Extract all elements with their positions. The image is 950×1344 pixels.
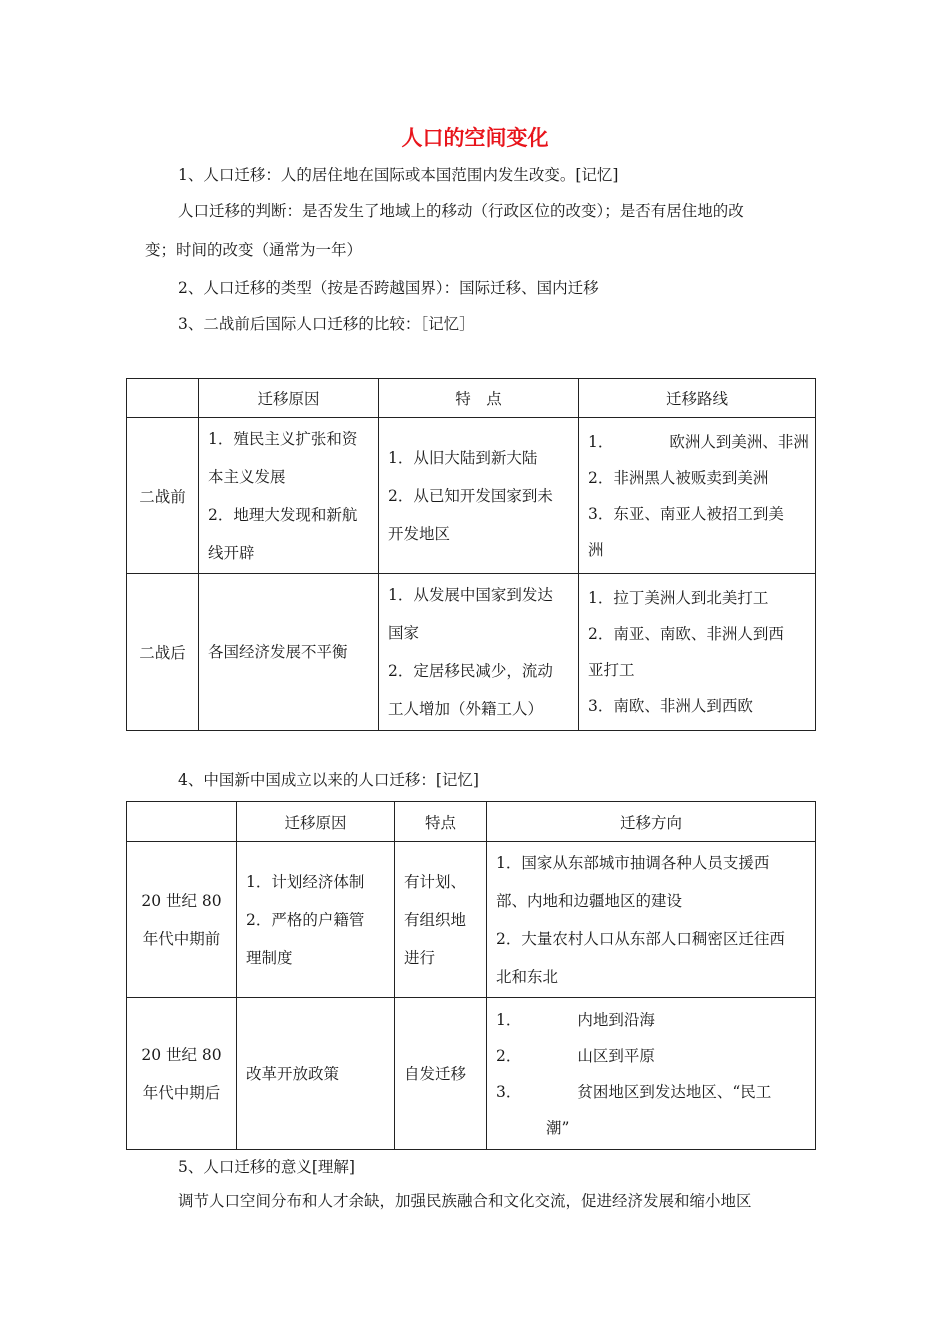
cell-line: 工人增加（外籍工人） [388, 700, 544, 718]
item-number: 1． [588, 432, 614, 451]
table-header-cell [127, 379, 199, 418]
cell-reason [199, 418, 379, 574]
cell-line: 3．东亚、南亚人被招工到美 [588, 504, 784, 523]
section-4-heading: 4、中国新中国成立以来的人口迁移：[记忆] [178, 771, 479, 789]
cell-reason [199, 574, 379, 731]
section-3-heading: 3、二战前后国际人口迁移的比较：［记忆］ [178, 315, 475, 333]
table-header-cell: 特 点 [379, 379, 579, 418]
item-text: 欧洲人到美洲、非洲 [669, 432, 809, 451]
cell-line: 1．拉丁美洲人到北美打工 [588, 589, 769, 607]
item-text: 内地到沿海 [577, 1010, 655, 1029]
table-header-cell: 迁移方向 [487, 802, 816, 842]
cell-line: 年代中期后 [142, 1083, 221, 1102]
cell-line: 开发地区 [388, 524, 451, 543]
cell-line [588, 424, 809, 460]
cell-line: 理制度 [246, 948, 293, 967]
cell-line: 2．南亚、南欧、非洲人到西 [588, 625, 784, 643]
cell-line: 3．南欧、非洲人到西欧 [588, 697, 753, 715]
table-header-cell: 迁移原因 [237, 802, 395, 842]
international-migration-table [126, 378, 816, 731]
table-header-cell: 特点 [395, 802, 487, 842]
cell-reason [237, 998, 395, 1150]
cell-line: 部、内地和边疆地区的建设 [496, 891, 683, 910]
cell-direction [487, 842, 816, 998]
cell-line [496, 1038, 806, 1074]
cell-line: 各国经济发展不平衡 [208, 643, 348, 661]
cell-line: 有组织地 [404, 910, 467, 929]
table-header-row [127, 379, 816, 418]
row-label: 二战前 [127, 418, 199, 574]
section-1-definition: 1、人口迁移：人的居住地在国际或本国范围内发生改变。[记忆] [178, 166, 619, 184]
cell-line: 20 世纪 80 [141, 891, 222, 910]
cell-reason [237, 842, 395, 998]
row-label [127, 842, 237, 998]
cell-line: 线开辟 [208, 543, 255, 562]
item-text: 潮” [546, 1118, 570, 1137]
table-row [127, 842, 816, 998]
table-row [127, 574, 816, 731]
cell-line: 2．地理大发现和新航 [208, 505, 358, 524]
cell-feature [379, 574, 579, 731]
cell-line: 1．计划经济体制 [246, 872, 365, 891]
table-row [127, 998, 816, 1150]
item-number: 3． [496, 1082, 522, 1101]
cell-line: 亚打工 [588, 661, 635, 679]
cell-line: 2．定居移民减少，流动 [388, 662, 553, 680]
cell-line: 20 世纪 80 [141, 1045, 222, 1064]
cell-direction [487, 998, 816, 1150]
section-1-judgement-line1: 人口迁移的判断：是否发生了地域上的移动（行政区位的改变）；是否有居住地的改 [178, 202, 744, 220]
cell-line: 北和东北 [496, 967, 559, 986]
cell-line: 2．大量农村人口从东部人口稠密区迁往西 [496, 929, 785, 948]
cell-feature [395, 842, 487, 998]
cell-line: 洲 [588, 540, 604, 559]
item-text: 山区到平原 [577, 1046, 655, 1065]
cell-line: 1．国家从东部城市抽调各种人员支援西 [496, 853, 770, 872]
cell-line: 2．严格的户籍管 [246, 910, 365, 929]
section-2-types: 2、人口迁移的类型（按是否跨越国界）：国际迁移、国内迁移 [178, 279, 599, 297]
section-5-text: 调节人口空间分布和人才余缺，加强民族融合和文化交流，促进经济发展和缩小地区 [178, 1192, 752, 1210]
section-1-judgement-line2: 变；时间的改变（通常为一年） [145, 241, 363, 259]
cell-line: 自发迁移 [404, 1064, 467, 1083]
cell-line: 改革开放政策 [246, 1064, 340, 1083]
section-5-heading: 5、人口迁移的意义[理解] [178, 1158, 355, 1176]
cell-route [579, 574, 816, 731]
cell-line [496, 1002, 806, 1038]
cell-line: 1．从旧大陆到新大陆 [388, 448, 538, 467]
cell-line: 进行 [404, 948, 436, 967]
cell-feature [379, 418, 579, 574]
item-number: 1． [496, 1010, 522, 1029]
table-row [127, 418, 816, 574]
table-header-cell: 迁移原因 [199, 379, 379, 418]
cell-line: 有计划、 [404, 872, 467, 891]
item-number: 2． [496, 1046, 522, 1065]
cell-feature [395, 998, 487, 1150]
cell-route [579, 418, 816, 574]
cell-line: 国家 [388, 624, 420, 642]
table-header-cell [127, 802, 237, 842]
row-label: 二战后 [127, 574, 199, 731]
item-text: 贫困地区到发达地区、“民工 [577, 1082, 772, 1101]
china-migration-table [126, 801, 816, 1150]
cell-line [496, 1074, 806, 1110]
cell-line: 年代中期前 [142, 929, 221, 948]
cell-line [496, 1110, 806, 1146]
row-label [127, 998, 237, 1150]
table-header-cell: 迁移路线 [579, 379, 816, 418]
cell-line: 1．从发展中国家到发达 [388, 586, 553, 604]
cell-line: 1．殖民主义扩张和资 [208, 429, 358, 448]
cell-line: 2．从已知开发国家到未 [388, 486, 553, 505]
page-title: 人口的空间变化 [401, 126, 549, 150]
cell-line: 2．非洲黑人被贩卖到美洲 [588, 468, 769, 487]
cell-line: 本主义发展 [208, 467, 286, 486]
table-header-row [127, 802, 816, 842]
